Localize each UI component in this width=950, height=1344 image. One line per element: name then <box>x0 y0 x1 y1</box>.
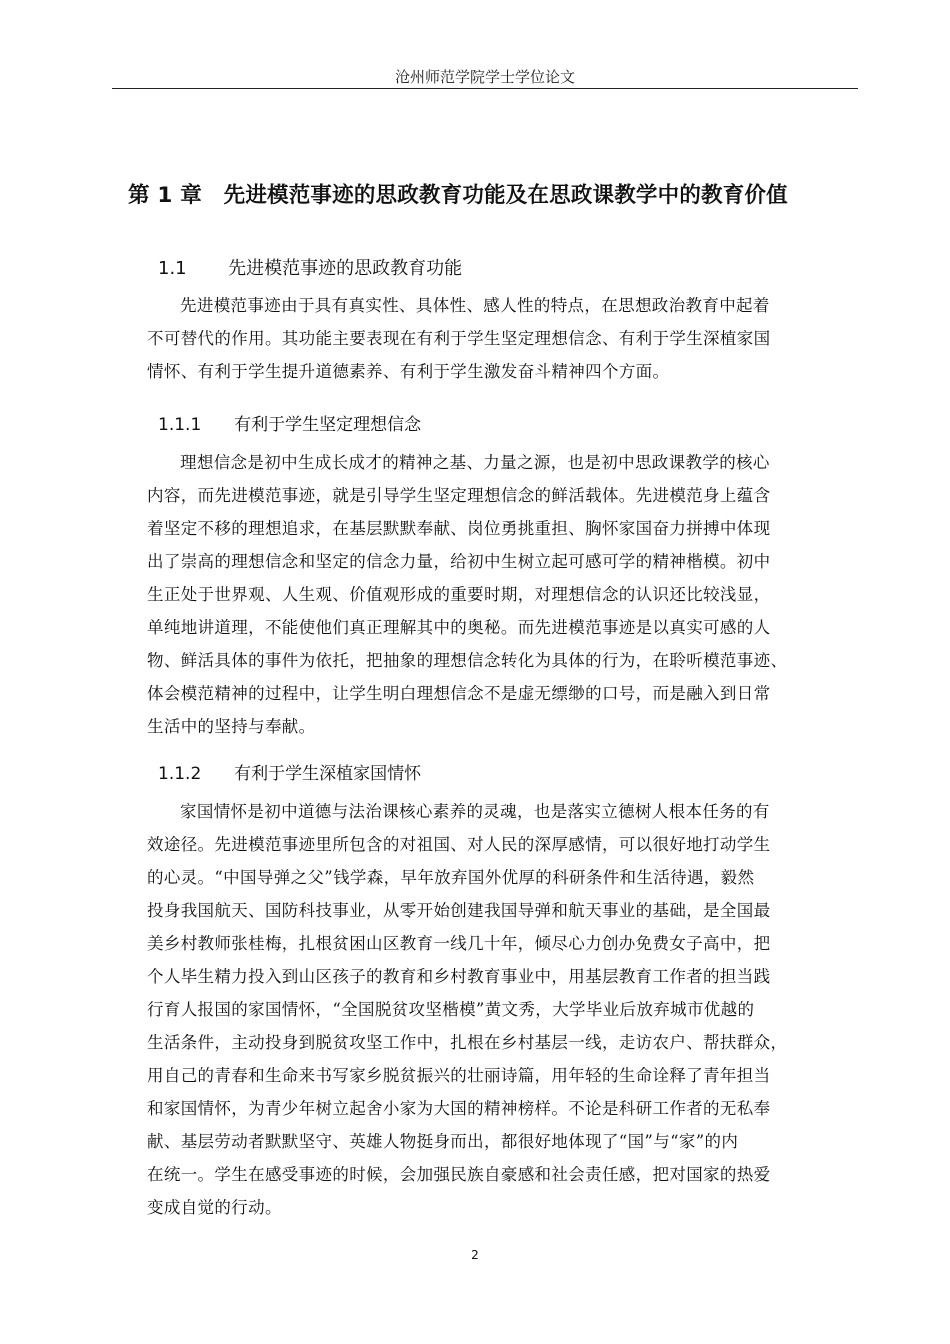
text-line: 理想信念是初中生成长成才的精神之基、力量之源，也是初中思政课教学的核心 <box>180 453 770 472</box>
text-line: 体会模范精神的过程中，让学生明白理想信念不是虚无缥缈的口号，而是融入到日常 <box>147 684 771 703</box>
chapter-title: 第 1 章 先进模范事迹的思政教育功能及在思政课教学中的教育价值 <box>128 183 788 208</box>
text-line: 生正处于世界观、人生观、价值观形成的重要时期，对理想信念的认识还比较浅显， <box>147 585 771 604</box>
section-number: 1.1.1 <box>158 415 202 435</box>
text-line: 生活中的坚持与奉献。 <box>147 717 316 736</box>
text-line: 物、鲜活具体的事件为依托，把抽象的理想信念转化为具体的行为，在聆听模范事迹、 <box>147 651 788 670</box>
section-heading-1-1-2 <box>158 759 421 784</box>
text-line: 出了崇高的理想信念和坚定的信念力量，给初中生树立起可感可学的精神楷模。初中 <box>147 552 771 571</box>
section-title: 先进模范事迹的思政教育功能 <box>228 258 463 279</box>
text-line: 内容，而先进模范事迹，就是引导学生坚定理想信念的鲜活载体。先进模范身上蕴含 <box>147 486 771 505</box>
text-line: 情怀、有利于学生提升道德素养、有利于学生激发奋斗精神四个方面。 <box>147 362 670 381</box>
text-line: 着坚定不移的理想追求，在基层默默奉献、岗位勇挑重担、胸怀家国奋力拼搏中体现 <box>147 519 771 538</box>
text-line: 的心灵。“中国导弹之父”钱学森，早年放弃国外优厚的科研条件和生活待遇，毅然 <box>147 868 755 887</box>
text-line: 个人毕生精力投入到山区孩子的教育和乡村教育事业中，用基层教育工作者的担当践 <box>147 967 771 986</box>
text-line: 和家国情怀，为青少年树立起舍小家为大国的精神榜样。不论是科研工作者的无私奉 <box>147 1099 771 1118</box>
text-line: 先进模范事迹由于具有真实性、具体性、感人性的特点，在思想政治教育中起着 <box>180 296 770 315</box>
section-title: 有利于学生深植家国情怀 <box>234 764 422 784</box>
section-heading-1-1-1 <box>158 410 421 435</box>
section-title: 有利于学生坚定理想信念 <box>234 415 422 435</box>
text-line: 在统一。学生在感受事迹的时候，会加强民族自豪感和社会责任感，把对国家的热爱 <box>147 1165 771 1184</box>
text-line: 美乡村教师张桂梅，扎根贫困山区教育一线几十年，倾尽心力创办免费女子高中，把 <box>147 934 771 953</box>
text-line: 变成自觉的行动。 <box>147 1198 282 1217</box>
text-line: 不可替代的作用。其功能主要表现在有利于学生坚定理想信念、有利于学生深植家国 <box>147 329 771 348</box>
paragraph-1-1-2 <box>147 795 857 1224</box>
running-header: 沧州师范学院学士学位论文 <box>394 68 575 86</box>
text-line: 生活条件，主动投身到脱贫攻坚工作中，扎根在乡村基层一线，走访农户、帮扶群众， <box>147 1033 788 1052</box>
text-line: 献、基层劳动者默默坚守、英雄人物挺身而出，都很好地体现了“国”与“家”的内 <box>147 1132 739 1151</box>
text-line: 行育人报国的家国情怀，“全国脱贫攻坚楷模”黄文秀，大学毕业后放弃城市优越的 <box>147 1000 755 1019</box>
page-number: 2 <box>471 1248 479 1262</box>
text-line: 单纯地讲道理，不能使他们真正理解其中的奥秘。而先进模范事迹是以真实可感的人 <box>147 618 771 637</box>
text-line: 用自己的青春和生命来书写家乡脱贫振兴的壮丽诗篇，用年轻的生命诠释了青年担当 <box>147 1066 771 1085</box>
paragraph-1-1 <box>147 289 857 388</box>
text-line: 投身我国航天、国防科技事业，从零开始创建我国导弹和航天事业的基础，是全国最 <box>147 901 771 920</box>
text-line: 家国情怀是初中道德与法治课核心素养的灵魂，也是落实立德树人根本任务的有 <box>180 802 770 821</box>
header-rule <box>112 88 858 89</box>
section-number: 1.1.2 <box>158 764 202 784</box>
paragraph-1-1-1 <box>147 446 857 743</box>
text-line: 效途径。先进模范事迹里所包含的对祖国、对人民的深厚感情，可以很好地打动学生 <box>147 835 771 854</box>
section-heading-1-1 <box>158 254 462 280</box>
section-number: 1.1 <box>158 258 187 279</box>
